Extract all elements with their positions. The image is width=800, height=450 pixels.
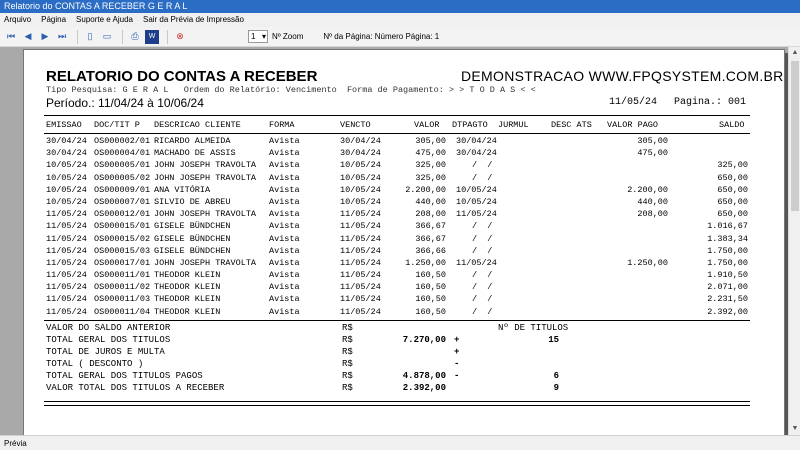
cell-saldo: 650,00 <box>717 184 748 195</box>
cell-dtpagto: / / <box>472 245 493 256</box>
zoom-label: Nº Zoom <box>272 32 304 41</box>
cell-vencto: 11/05/24 <box>340 257 381 268</box>
page-number-label: Nº da Página: Número Página: 1 <box>323 32 440 41</box>
cell-emissao: 10/05/24 <box>46 172 87 183</box>
scroll-thumb[interactable] <box>791 61 799 211</box>
cell-doc: OS000011/01 <box>94 270 151 281</box>
cell-doc: OS000009/01 <box>94 184 151 195</box>
totals-op: - <box>454 359 460 369</box>
cell-cliente: THEODOR KLEIN <box>154 294 221 305</box>
window-title: Relatorio do CONTAS A RECEBER G E R A L <box>0 0 800 13</box>
menu-bar <box>0 13 800 27</box>
cell-forma: Avista <box>269 257 300 268</box>
divider <box>44 115 750 116</box>
table-row <box>24 307 784 319</box>
demo-banner: DEMONSTRACAO WWW.FPQSYSTEM.COM.BR <box>461 68 784 84</box>
cell-forma: Avista <box>269 233 300 244</box>
totals-rs: R$ <box>342 371 353 381</box>
cell-vencto: 10/05/24 <box>340 184 381 195</box>
cell-vencto: 11/05/24 <box>340 282 381 293</box>
zoom-select[interactable] <box>248 30 268 43</box>
cell-dtpagto: / / <box>472 294 493 305</box>
cell-vencto: 11/05/24 <box>340 270 381 281</box>
close-preview-icon[interactable]: ⊗ <box>176 31 184 41</box>
cell-cliente: RICARDO ALMEIDA <box>154 136 231 146</box>
cell-vencto: 11/05/24 <box>340 233 381 244</box>
totals-count: 6 <box>553 371 559 381</box>
col-cliente: DESCRICAO CLIENTE <box>154 120 241 130</box>
cell-emissao: 11/05/24 <box>46 221 87 232</box>
cell-emissao: 10/05/24 <box>46 196 87 207</box>
cell-vencto: 11/05/24 <box>340 294 381 305</box>
table-row <box>24 185 784 197</box>
cell-valor_pago: 1.250,00 <box>627 257 668 268</box>
totals-count: 15 <box>548 335 559 345</box>
cell-vencto: 11/05/24 <box>340 245 381 256</box>
toolbar <box>0 27 800 47</box>
cell-cliente: THEODOR KLEIN <box>154 282 221 293</box>
print-icon[interactable]: ⎙ <box>131 31 139 41</box>
cell-vencto: 10/05/24 <box>340 160 381 171</box>
table-row <box>24 294 784 306</box>
cell-dtpagto: 10/05/24 <box>456 196 497 207</box>
menu-suporte[interactable]: Suporte e Ajuda <box>76 15 133 24</box>
totals-block <box>24 323 784 395</box>
cell-valor: 160,50 <box>415 306 446 317</box>
cell-valor: 366,67 <box>415 233 446 244</box>
next-page-icon[interactable]: ▶ <box>41 31 49 41</box>
totals-label: TOTAL DE JUROS E MULTA <box>46 347 165 357</box>
col-vencto: VENCTO <box>340 120 371 130</box>
cell-dtpagto: / / <box>472 172 493 183</box>
report-page-number: Pagina.: 001 <box>674 97 747 108</box>
report-title: RELATORIO DO CONTAS A RECEBER <box>46 68 318 85</box>
first-page-icon[interactable]: ⏮ <box>6 31 16 41</box>
menu-pagina[interactable]: Página <box>41 15 67 24</box>
totals-value: 7.270,00 <box>402 335 446 345</box>
report-filters: Tipo Pesquisa: G E R A L Ordem do Relatório: Vencimento Forma de Pagamento: > > T O D A S < < <box>46 85 536 95</box>
cell-forma: Avista <box>269 221 300 232</box>
totals-op: + <box>454 335 460 345</box>
cell-saldo: 650,00 <box>717 209 748 220</box>
totals-label: VALOR DO SALDO ANTERIOR <box>46 323 171 333</box>
cell-emissao: 11/05/24 <box>46 282 87 293</box>
cell-cliente: ANA VITÓRIA <box>154 184 211 195</box>
cell-vencto: 11/05/24 <box>340 221 381 232</box>
totals-count: 9 <box>553 383 559 393</box>
report-page <box>23 49 785 439</box>
cell-emissao: 11/05/24 <box>46 294 87 305</box>
last-page-icon[interactable]: ⏭ <box>57 31 67 41</box>
cell-emissao: 11/05/24 <box>46 270 87 281</box>
cell-forma: Avista <box>269 209 300 220</box>
cell-forma: Avista <box>269 294 300 305</box>
col-valor: VALOR <box>414 120 440 130</box>
cell-vencto: 10/05/24 <box>340 196 381 207</box>
prev-page-icon[interactable]: ◀ <box>24 31 32 41</box>
col-dtpagto: DTPAGTO <box>452 120 488 130</box>
cell-valor: 475,00 <box>415 148 446 159</box>
single-page-icon[interactable]: ▯ <box>87 31 93 41</box>
cell-saldo: 1.016,67 <box>707 221 748 232</box>
cell-forma: Avista <box>269 282 300 293</box>
cell-valor: 366,67 <box>415 221 446 232</box>
cell-cliente: JOHN JOSEPH TRAVOLTA <box>154 209 257 220</box>
totals-rs: R$ <box>342 335 353 345</box>
vertical-scrollbar[interactable] <box>788 47 800 435</box>
cell-saldo: 1.750,00 <box>707 245 748 256</box>
cell-valor: 305,00 <box>415 136 446 146</box>
cell-emissao: 11/05/24 <box>46 306 87 317</box>
table-row <box>24 282 784 294</box>
cell-saldo: 2.231,50 <box>707 294 748 305</box>
totals-value: 4.878,00 <box>402 371 446 381</box>
report-period: Período.: 11/04/24 à 10/06/24 <box>46 96 204 110</box>
zoom-value: 1 <box>251 32 256 41</box>
cell-valor: 2.200,00 <box>405 184 446 195</box>
scroll-up-icon[interactable]: ▲ <box>791 49 799 56</box>
cell-cliente: THEODOR KLEIN <box>154 270 221 281</box>
cell-valor: 1.250,00 <box>405 257 446 268</box>
cell-saldo: 2.071,00 <box>707 282 748 293</box>
cell-dtpagto: 30/04/24 <box>456 148 497 159</box>
totals-rs: R$ <box>342 323 353 333</box>
table-row <box>24 270 784 282</box>
divider <box>44 401 750 402</box>
table-row <box>24 209 784 221</box>
table-row <box>24 160 784 172</box>
totals-op: + <box>454 347 460 357</box>
scroll-down-icon[interactable]: ▼ <box>791 425 799 432</box>
cell-forma: Avista <box>269 148 300 159</box>
cell-cliente: JOHN JOSEPH TRAVOLTA <box>154 160 257 171</box>
cell-dtpagto: / / <box>472 270 493 281</box>
cell-cliente: GISELE BÜNDCHEN <box>154 221 231 232</box>
cell-forma: Avista <box>269 270 300 281</box>
cell-saldo: 1.383,34 <box>707 233 748 244</box>
menu-sair-previa[interactable]: Sair da Prévia de Impressão <box>142 15 244 24</box>
cell-emissao: 11/05/24 <box>46 233 87 244</box>
divider <box>44 320 750 321</box>
cell-emissao: 11/05/24 <box>46 257 87 268</box>
cell-valor: 160,50 <box>415 282 446 293</box>
cell-cliente: MACHADO DE ASSIS <box>154 148 236 159</box>
cell-vencto: 11/05/24 <box>340 306 381 317</box>
cell-dtpagto: / / <box>472 282 493 293</box>
cell-doc: OS000011/02 <box>94 282 151 293</box>
divider <box>44 133 750 134</box>
report-date: 11/05/24 <box>609 97 658 108</box>
totals-rs: R$ <box>342 347 353 357</box>
table-row <box>24 136 784 148</box>
cell-cliente: SILVIO DE ABREU <box>154 196 231 207</box>
col-emissao: EMISSAO <box>46 120 82 130</box>
cell-valor_pago: 440,00 <box>637 196 668 207</box>
cell-valor: 366,66 <box>415 245 446 256</box>
totals-rs: R$ <box>342 383 353 393</box>
cell-doc: OS000007/01 <box>94 196 151 207</box>
table-row <box>24 258 784 270</box>
cell-dtpagto: / / <box>472 221 493 232</box>
toolbar-separator <box>77 30 78 44</box>
cell-dtpagto: 11/05/24 <box>456 257 497 268</box>
cell-saldo: 650,00 <box>717 172 748 183</box>
totals-value: 2.392,00 <box>402 383 446 393</box>
cell-vencto: 30/04/24 <box>340 148 381 159</box>
cell-cliente: GISELE BÜNDCHEN <box>154 245 231 256</box>
cell-valor_pago: 475,00 <box>637 148 668 159</box>
cell-forma: Avista <box>269 136 300 146</box>
cell-emissao: 11/05/24 <box>46 245 87 256</box>
col-saldo: SALDO <box>719 120 745 130</box>
cell-vencto: 30/04/24 <box>340 136 381 146</box>
cell-doc: OS000005/02 <box>94 172 151 183</box>
divider <box>44 405 750 406</box>
totals-row <box>24 335 784 347</box>
totals-label: TOTAL GERAL DOS TITULOS <box>46 335 171 345</box>
cell-emissao: 30/04/24 <box>46 136 87 146</box>
cell-doc: OS000015/01 <box>94 221 151 232</box>
table-row <box>24 246 784 258</box>
cell-dtpagto: / / <box>472 306 493 317</box>
cell-doc: OS000017/01 <box>94 257 151 268</box>
toolbar-separator <box>122 30 123 44</box>
cell-cliente: GISELE BÜNDCHEN <box>154 233 231 244</box>
toolbar-separator <box>167 30 168 44</box>
col-valor-pago: VALOR PAGO <box>607 120 659 130</box>
cell-saldo: 1.750,00 <box>707 257 748 268</box>
cell-saldo: 1.910,50 <box>707 270 748 281</box>
table-row <box>24 173 784 185</box>
table-row <box>24 197 784 209</box>
cell-valor_pago: 208,00 <box>637 209 668 220</box>
totals-rs: R$ <box>342 359 353 369</box>
cell-valor: 440,00 <box>415 196 446 207</box>
cell-doc: OS000004/01 <box>94 148 151 159</box>
cell-forma: Avista <box>269 184 300 195</box>
cell-valor_pago: 2.200,00 <box>627 184 668 195</box>
col-desc: DESC ATS <box>551 120 592 130</box>
col-forma: FORMA <box>269 120 295 130</box>
export-icon[interactable]: W <box>145 30 159 44</box>
cell-cliente: THEODOR KLEIN <box>154 306 221 317</box>
cell-valor: 208,00 <box>415 209 446 220</box>
cell-forma: Avista <box>269 172 300 183</box>
cell-valor: 160,50 <box>415 294 446 305</box>
cell-emissao: 30/04/24 <box>46 148 87 159</box>
cell-doc: OS000015/03 <box>94 245 151 256</box>
table-row <box>24 234 784 246</box>
totals-row <box>24 347 784 359</box>
cell-valor: 160,50 <box>415 270 446 281</box>
cell-doc: OS000002/01 <box>94 136 151 146</box>
cell-dtpagto: / / <box>472 233 493 244</box>
cell-vencto: 11/05/24 <box>340 209 381 220</box>
cell-cliente: JOHN JOSEPH TRAVOLTA <box>154 257 257 268</box>
totals-row <box>24 383 784 395</box>
cell-doc: OS000012/01 <box>94 209 151 220</box>
col-jurmul: JURMUL <box>498 120 529 130</box>
two-page-icon[interactable]: ▭ <box>102 31 112 41</box>
totals-op: - <box>454 371 460 381</box>
chevron-down-icon: ▾ <box>261 32 266 41</box>
cell-dtpagto: / / <box>472 160 493 171</box>
table-row <box>24 148 784 160</box>
cell-doc: OS000015/02 <box>94 233 151 244</box>
cell-doc: OS000011/03 <box>94 294 151 305</box>
table-row <box>24 221 784 233</box>
cell-saldo: 325,00 <box>717 160 748 171</box>
cell-forma: Avista <box>269 196 300 207</box>
totals-label: TOTAL GERAL DOS TITULOS PAGOS <box>46 371 203 381</box>
totals-label: TOTAL ( DESCONTO ) <box>46 359 144 369</box>
cell-saldo: 650,00 <box>717 196 748 207</box>
cell-doc: OS000005/01 <box>94 160 151 171</box>
cell-valor: 325,00 <box>415 160 446 171</box>
totals-extra: Nº DE TITULOS <box>498 323 569 333</box>
cell-emissao: 10/05/24 <box>46 184 87 195</box>
cell-cliente: JOHN JOSEPH TRAVOLTA <box>154 172 257 183</box>
totals-label: VALOR TOTAL DOS TITULOS A RECEBER <box>46 383 225 393</box>
menu-arquivo[interactable]: Arquivo <box>4 15 32 24</box>
cell-dtpagto: 11/05/24 <box>456 209 497 220</box>
totals-row <box>24 371 784 383</box>
cell-emissao: 11/05/24 <box>46 209 87 220</box>
cell-doc: OS000011/04 <box>94 306 151 317</box>
cell-emissao: 10/05/24 <box>46 160 87 171</box>
report-rows <box>24 136 784 319</box>
cell-valor: 325,00 <box>415 172 446 183</box>
cell-vencto: 10/05/24 <box>340 172 381 183</box>
col-doc: DOC/TIT P <box>94 120 140 130</box>
cell-forma: Avista <box>269 245 300 256</box>
totals-row <box>24 323 784 335</box>
cell-forma: Avista <box>269 306 300 317</box>
status-bar: Prévia <box>0 435 800 450</box>
cell-dtpagto: 10/05/24 <box>456 184 497 195</box>
cell-dtpagto: 30/04/24 <box>456 136 497 146</box>
cell-forma: Avista <box>269 160 300 171</box>
cell-saldo: 2.392,00 <box>707 306 748 317</box>
totals-row <box>24 359 784 371</box>
cell-valor_pago: 305,00 <box>637 136 668 146</box>
